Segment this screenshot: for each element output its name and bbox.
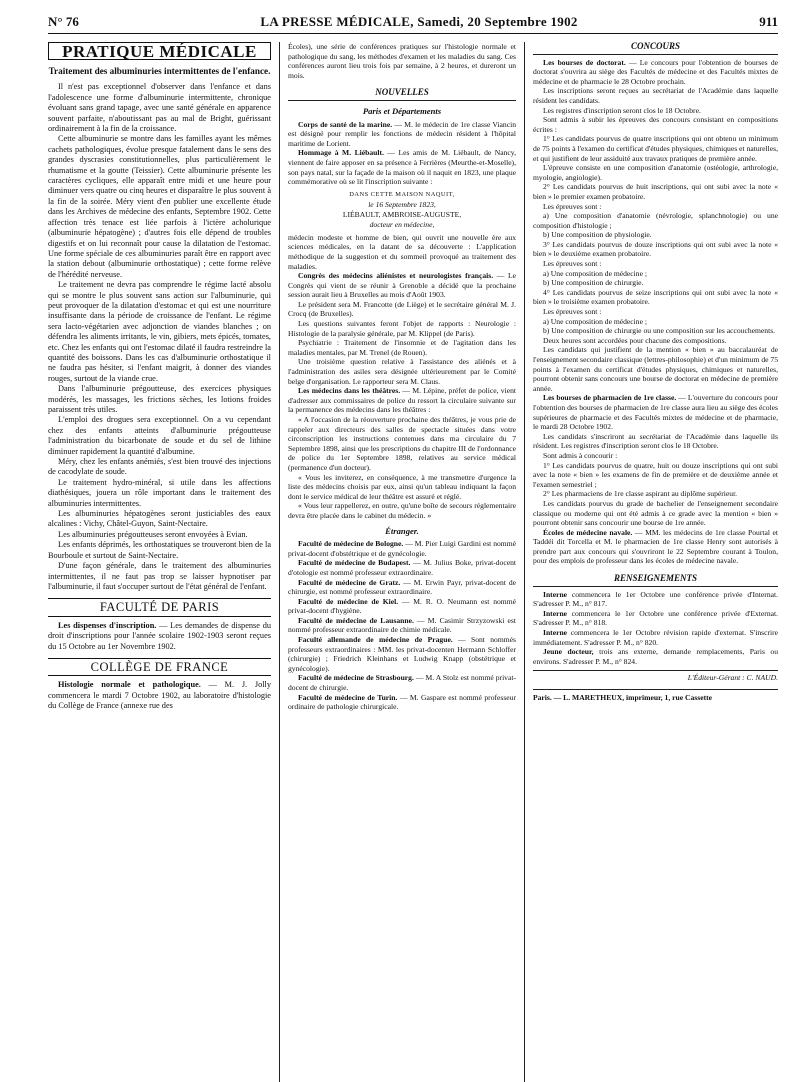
news-lead: Histologie normale et pathologique. [58, 680, 201, 690]
news-text: — Sont nommés professeurs extraordinaires : MM. les privat-docenten Hermann Schloffer (chirurgie) ; Friedrich Kleinhans et Ludwig Knapp (obstétrique et gynécologie). [288, 635, 516, 673]
paragraph: Les inscriptions seront reçues au secrétariat de l'Académie dans laquelle résident les candidats. [533, 86, 778, 105]
paragraph: Le traitement ne devra pas comprendre le régime lacté absolu qui se montre le plus souvent sans action sur l'albuminurie, qui peut provoquer de la dilatation d'estomac et qui est une nourriture insuffisante dans la période de croissance de l'enfant. Le régime sera lacto-végétarien avec adjonction de viandes blanches ; on défendra les aliments irritants, le vin, gibiers, mets épicés, tomates, etc. Chez les enfants qui ont l'estomac dilaté il faudra restreindre la quantité des boissons. Dans les cas d'albuminurie orthostatique il ne faudra pas hésiter, si l'enfant maigrit, à donner des viandes rouges, surtout de la viande crue. [48, 280, 271, 383]
plaque-inscription [288, 190, 516, 230]
news-text: — M. R. O. Neumann est nommé privat-docent d'hygiène. [288, 596, 516, 616]
plaque-line: LIÉBAULT, AMBROISE-AUGUSTE, [342, 209, 462, 219]
paragraph: Sont admis à subir les épreuves des concours consistant en compositions écrites : [533, 115, 778, 134]
paragraph: b) Une composition de physiologie. [543, 230, 652, 240]
paragraph: « Vous les inviterez, en conséquence, à me transmettre d'urgence la liste des médecins choisis par eux, ainsi qu'un tableau indiquant la façon dont le service médical de leur théâtre est assuré et réglé. [288, 472, 516, 501]
running-head [48, 14, 778, 34]
paragraph: L'emploi des drogues sera exceptionnel. On a vu cependant chez des enfants atteints d'albuminurie prégoutteuse l'administration du bicarbonate de soude et du sel de lithine diminuer rapidement la quantité d'albumine. [48, 415, 271, 456]
ad-lead: Jeune docteur, [543, 647, 594, 657]
editor-line: L'Éditeur-Gérant : C. NAUD. [533, 670, 778, 683]
news-text: — M. Gaspare est nommé professeur ordinaire de pathologie chirurgicale. [288, 692, 516, 712]
paragraph: Sont admis à concourir : [543, 450, 618, 460]
paragraph: Les candidats pourvus du grade de bachelier de l'enseignement secondaire classique ou moderne qui ont été admis à ce grade avec la mention « bien » pourront obtenir sans concourir une bourse de 1re année. [533, 498, 778, 528]
ad-text: commencera le 1er Octobre révision rapide d'externat. S'inscrire immédiatement. S'adresser P. M., n° 820. [533, 628, 778, 647]
news-text: — M. Lépine, préfet de police, vient d'adresser aux commissaires de police du ressort la circulaire suivante sur la permanence des médecins dans les théâtres : [288, 386, 516, 415]
journal-title: LA PRESSE MÉDICALE, Samedi, 20 Septembre 1902 [260, 14, 578, 29]
paragraph: 2° Les pharmaciens de 1re classe aspirant au diplôme supérieur. [543, 489, 738, 499]
paragraph: Les candidats s'inscriront au secrétariat de l'Académie dans laquelle ils résident. Les registres d'inscription seront clos le 18 Octobre. [533, 431, 778, 451]
paragraph: Les épreuves sont : [543, 307, 602, 317]
paragraph: 1° Les candidats pourvus de quatre inscriptions qui ont obtenu un minimum de 75 points à l'examen du certificat d'études physiques, chimiques et naturelles, et qui justifient de leur assiduité aux travaux pratiques de première année. [533, 134, 778, 163]
news-lead: Congrès des médecins aliénistes et neurologistes français. [298, 271, 494, 281]
news-item [288, 539, 516, 558]
news-text: — M. Casimir Strzyzowski est nommé professeur extraordinaire de chimie médicale. [288, 615, 516, 635]
subsection-etranger: Étranger. [385, 525, 419, 536]
news-item [48, 621, 271, 652]
issue-number: N° 76 [48, 14, 79, 29]
section-title-nouvelles: NOUVELLES [288, 88, 516, 101]
paragraph: Les épreuves sont : [543, 201, 602, 211]
news-item [288, 120, 516, 149]
section-title-pratique: PRATIQUE MÉDICALE [48, 42, 271, 60]
news-item [288, 578, 516, 597]
paragraph: Les questions suivantes feront l'objet de rapports : Neurologie : Histologie de la paralysie générale, par M. Klippel (de Paris). [288, 319, 516, 338]
paragraph: 4° Les candidats pourvus de seize inscriptions qui ont subi avec la note « bien » le troisième examen probatoire. [533, 287, 778, 307]
ad-lead: Interne [543, 608, 568, 618]
news-item [48, 680, 271, 711]
paragraph: b) Une composition de chirurgie ou une composition sur les accouchements. [543, 326, 776, 336]
news-item [533, 393, 778, 431]
section-title-college: COLLÈGE DE FRANCE [48, 658, 271, 676]
plaque-line: DANS CETTE MAISON NAQUIT, [349, 190, 455, 198]
paragraph: a) Une composition de médecine ; [543, 316, 647, 326]
news-item [533, 528, 778, 566]
paragraph: 3° Les candidats pourvus de douze inscriptions qui ont subi avec la note « bien » le deuxième examen probatoire. [533, 239, 778, 259]
news-item [288, 635, 516, 673]
news-lead: Les dispenses d'inscription. [58, 620, 157, 630]
paragraph: 2° Les candidats pourvus de huit inscriptions, qui ont subi avec la note « bien » le premier examen probatoire. [533, 182, 778, 201]
news-item [288, 271, 516, 300]
news-text: — L'ouverture du concours pour l'obtention des bourses de pharmacien de 1re classe aura lieu au siège des écoles supérieures de pharmacie et des Facultés mixtes de médecine et de pharmacie, le mardi 28 Octobre 1902. [533, 393, 778, 432]
ad-item [533, 609, 778, 628]
section-title-concours: CONCOURS [533, 42, 778, 55]
news-text: — M. J. Jolly commencera le mardi 7 Octobre 1902, au laboratoire d'histologie du Collège de France (annexe rue des [48, 680, 271, 711]
paragraph: D'une façon générale, dans le traitement des albuminuries intermittentes, il ne faut pas trop se laisser hypnotiser par l'albuminurie, il faut s'occuper surtout de l'état général de l'enfant. [48, 561, 271, 591]
paragraph: Cette albuminurie se montre dans les familles ayant les mêmes cachets pathologiques, évolue presque fatalement dans le sens des grandes dyscrasies constitutionnelles, plus particulièrement le rhumatisme et la goutte (Teissier). Cette albuminurie présente les caractères cycliques, elle apparaît entre midi et une heure pour diminuer vers quatre ou cinq heures et disparaître le plus souvent à la fin de la soirée. Méry vient d'en publier une excellente étude dans les Archives de médecine des enfants, Septembre 1902. Cette affection très tenace est liée parfois à l'ictère acholurique (albuminurie hépatogène) ; d'autres fois elle dépend de troubles digestifs et on lui reconnaît pour cause la dilatation de l'estomac. Une forme spéciale de ces albuminuries paraît être en rapport avec la station debout (albuminurie orthostatique) ; cette forme relève de l'hérédité nerveuse. [48, 134, 271, 279]
paragraph: a) Une composition d'anatomie (névrologie, splanchnologie) ou une composition d'histologie ; [533, 211, 778, 230]
subsection-paris: Paris et Départements [362, 105, 442, 116]
news-lead: Les bourses de pharmacien de 1re classe. [543, 393, 677, 403]
news-text: — M. Erwin Payr, privat-docent de chirurgie, est nommé professeur extraordinaire. [288, 577, 517, 597]
news-lead: Faculté de médecine de Bologne. [298, 539, 404, 549]
news-lead: Faculté de médecine de Gratz. [298, 577, 401, 587]
paragraph: Il n'est pas exceptionnel d'observer dans l'enfance et dans l'adolescence une forme d'albuminurie intermittente, chronique évoluant sans grand tapage, avec une santé générale en apparence souvent parfaite, n'aboutissant pas au mal de Bright, guérissant ordinairement à la fin de la croissance. [48, 82, 271, 134]
plaque-line: le 16 Septembre 1823, [368, 199, 436, 209]
news-item [288, 597, 516, 616]
news-text: — Les amis de M. Liébault, de Nancy, viennent de faire apposer en sa présence à Ferrières (Meurthe-et-Moselle), son pays natal, sur la façade de la maison où il naquit en 1823, une plaque commémorative où se lit l'inscription suivante : [288, 148, 516, 187]
article-title: Traitement des albuminuries intermittentes de l'enfance. [48, 66, 271, 77]
ad-item [533, 628, 778, 647]
imprint-line: Paris. — L. MARETHEUX, imprimeur, 1, rue Cassette [533, 689, 778, 703]
ad-lead: Interne [543, 589, 568, 599]
ad-text: commencera le 1er Octobre une conférence privée d'Internat. S'adresser P. M., n° 817. [533, 589, 778, 609]
paragraph: Psychiatrie : Traitement de l'insomnie et de l'agitation dans les maladies mentales, par M. Trenel (de Rouen). [288, 338, 516, 357]
paragraph: Le traitement hydro-minéral, si utile dans les affections diathésiques, jouera un rôle important dans le traitement des albuminuries intermittentes. [48, 477, 271, 508]
news-lead: Faculté de médecine de Budapest. [298, 558, 411, 568]
news-lead: Les bourses de doctorat. [543, 57, 626, 67]
ad-item [533, 647, 778, 666]
news-lead: Faculté de médecine de Kiel. [298, 596, 399, 606]
paragraph: Les albuminuries hépatogènes seront justiciables des eaux alcalines : Vichy, Châtel-Guyon, Saint-Nectaire. [48, 509, 271, 529]
ad-text: trois ans externe, demande remplacements, Paris ou environs. S'adresser P. M., n° 824. [533, 647, 778, 666]
news-lead: Faculté de médecine de Turin. [298, 692, 398, 702]
ad-text: commencera le 1er Octobre une conférence privée d'Externat. S'adresser P. M., n° 818. [533, 608, 778, 628]
news-lead: Faculté de médecine de Lausanne. [298, 615, 414, 625]
news-item [288, 148, 516, 186]
news-lead: Les médecins dans les théâtres. [298, 386, 401, 396]
ad-lead: Interne [543, 628, 568, 638]
section-title-renseignements: RENSEIGNEMENTS [533, 574, 778, 587]
news-text: — M. Julius Boke, privat-docent d'otologie est nommé professeur extraordinaire. [288, 558, 517, 577]
news-item [288, 558, 516, 577]
paragraph: a) Une composition de médecine ; [543, 268, 647, 278]
paragraph: « A l'occasion de la réouverture prochaine des théâtres, je vous prie de rappeler aux directeurs des salles de spectacle situées dans votre circonscription les instructions contenues dans ma circulaire du 7 Septembre 1898, ainsi que les prescriptions du chapitre III de l'ordonnance de police du 1er Septembre 1898, relatives au service médical (permanence d'un docteur). [288, 415, 516, 472]
page-number: 911 [759, 14, 778, 29]
paragraph: Les enfants déprimés, les orthostatiques se trouveront bien de la Bourboule et surtout de Saint-Nectaire. [48, 540, 271, 560]
section-title-faculte: FACULTÉ DE PARIS [48, 598, 271, 616]
news-lead: Faculté de médecine de Strasbourg. [298, 673, 414, 683]
news-lead: Corps de santé de la marine. [298, 119, 393, 129]
plaque-line: docteur en médecine, [369, 219, 435, 229]
paragraph: Les candidats qui justifient de la mention « bien » au baccalauréat de l'enseignement secondaire classique (lettres-philosophie) et d'un minimum de 75 points à l'examen du certificat d'études physiques, chimiques et naturelles, pourront obtenir sans concours une bourse de doctorat en médecine de première année. [533, 345, 778, 393]
news-item [288, 616, 516, 635]
paragraph: Méry, chez les enfants anémiés, s'est bien trouvé des injections de cacodylate de soude. [48, 457, 271, 477]
column-1 [48, 42, 280, 1082]
news-lead: Écoles de médecine navale. [543, 527, 633, 537]
news-text: — Le concours pour l'obtention de bourses de doctorat s'ouvrira au siège des Facultés de médecine et des Facultés mixtes de médecine et de pharmacie le 28 Octobre prochain. [533, 57, 778, 86]
news-text: — MM. les médecins de 1re classe Pourtal et Taddéi dit Torcella et M. le pharmacien de 1re classe Henry sont autorisés à prendre part aux concours qui s'ouvriront le 22 Septembre courant à Toulon, pour des emplois de professeur dans les écoles de médecine navale. [533, 527, 778, 566]
news-text: — M. Pier Luigi Gardini est nommé privat-docent d'obstétrique et de gynécologie. [288, 539, 516, 558]
news-text: — M. A Stolz est nommé privat-docent de chirurgie. [288, 673, 516, 693]
paragraph: b) Une composition de chirurgie. [543, 278, 644, 288]
paragraph: Le président sera M. Francotte (de Liège) et le secrétaire général M. J. Crocq (de Bruxelles). [288, 299, 516, 319]
news-item [288, 386, 516, 415]
paragraph: Dans l'albuminurie prégoutteuse, des exercices physiques modérés, les massages, les frictions sèches, les lotions froides paraissent très utiles. [48, 384, 271, 414]
news-lead: Faculté allemande de médecine de Prague. [298, 635, 453, 645]
news-text: — Les demandes de dispense du droit d'inscriptions pour l'année scolaire 1902-1903 seront reçues du 15 Octobre au 1er Novembre 1902. [48, 620, 271, 651]
paragraph: Les épreuves sont : [543, 259, 602, 269]
paragraph: 1° Les candidats pourvus de quatre, huit ou douze inscriptions qui ont subi avec la note « bien » les examens de fin de première et de deuxième année et l'examen semestriel ; [533, 460, 778, 489]
column-2 [280, 42, 525, 1082]
paragraph: Deux heures sont accordées pour chacune des compositions. [543, 335, 727, 345]
columns [48, 42, 778, 1082]
news-item [288, 673, 516, 692]
news-text: — M. le médecin de 1re classe Viancin est désigné pour remplir les fonctions de médecin résident à l'hôpital maritime de Lorient. [288, 119, 517, 148]
paragraph: Écoles), une série de conférences pratiques sur l'histologie normale et pathologique du sang, les méthodes d'examen et les maladies du sang. Ces conférences auront lieu trois fois par semaine, à 2 heures, et dureront un mois. [288, 42, 516, 80]
news-lead: Hommage à M. Liébault. [298, 148, 384, 158]
paragraph: médecin modeste et homme de bien, qui ouvrit une nouvelle ère aux sciences médicales, en la datant de sa découverte : L'application méthodique de la suggestion et du sommeil provoqué au traitement des maladies. [288, 232, 516, 271]
ad-item [533, 590, 778, 609]
news-text: — Le Congrès qui vient de se réunir à Grenoble a décidé que la prochaine session aurait lieu à Bruxelles au mois d'Août 1903. [288, 271, 516, 300]
news-item [288, 693, 516, 712]
paragraph: Les albuminuries prégoutteuses seront envoyées à Evian. [58, 529, 248, 539]
paragraph: « Vous leur rappellerez, en outre, qu'une boîte de secours réglementaire devra être placée dans le cabinet du médecin. » [288, 501, 516, 520]
paragraph: Une troisième question relative à l'assistance des aliénés et à l'administration des asiles sera désignée ultérieurement par le Comité belge d'organisation. Le rapporteur sera M. Claus. [288, 357, 516, 386]
news-item [533, 58, 778, 87]
paragraph: Les registres d'inscription seront clos le 18 Octobre. [543, 105, 701, 115]
column-3 [525, 42, 778, 1082]
paragraph: L'épreuve consiste en une composition d'anatomie (ostéologie, arthrologie, myologie, angiologie). [533, 163, 778, 182]
